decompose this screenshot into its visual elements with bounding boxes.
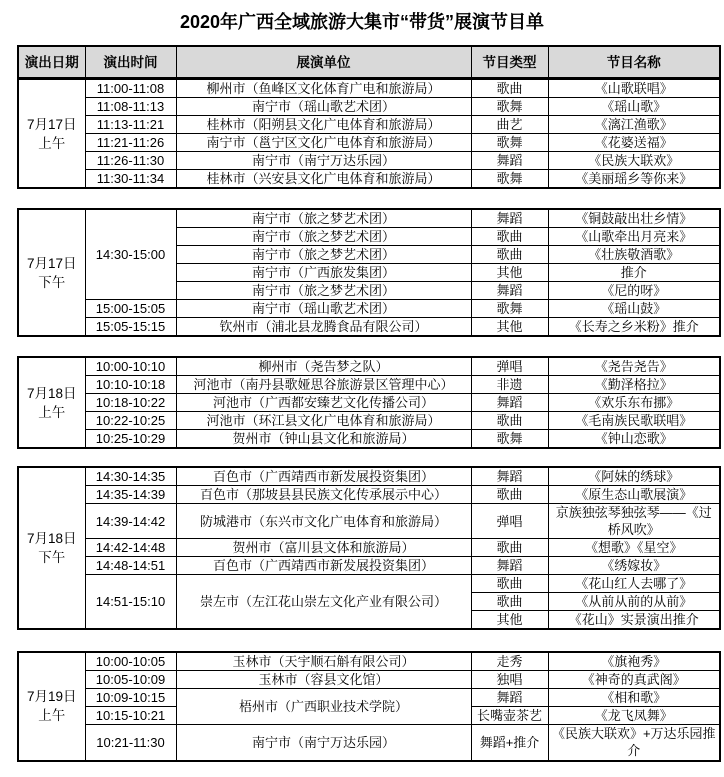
date-cell bbox=[18, 467, 85, 629]
date-cell bbox=[18, 79, 85, 188]
header-name: 节目名称 bbox=[548, 46, 720, 78]
type-cell: 其他 bbox=[471, 611, 548, 630]
program-name-cell: 《民族大联欢》 bbox=[548, 152, 720, 170]
table-row bbox=[18, 504, 720, 539]
date-text: 7月18日 bbox=[26, 385, 77, 401]
page-title: 2020年广西全域旅游大集市“带货”展演节目单 bbox=[179, 12, 545, 32]
unit-cell: 玉林市（容县文化馆） bbox=[176, 671, 471, 689]
program-name-cell: 《尼的呀》 bbox=[548, 282, 720, 300]
type-cell: 舞蹈 bbox=[471, 557, 548, 575]
program-name-cell: 《欢乐东布挪》 bbox=[548, 394, 720, 412]
unit-cell: 南宁市（瑶山歌艺术团） bbox=[176, 98, 471, 116]
program-name-cell: 推介 bbox=[548, 264, 720, 282]
time-cell: 10:25-10:29 bbox=[85, 430, 176, 449]
time-cell: 14:39-14:42 bbox=[85, 504, 176, 539]
date-cell bbox=[18, 652, 85, 761]
type-cell: 舞蹈 bbox=[471, 689, 548, 707]
program-name-cell: 《尧告尧告》 bbox=[548, 357, 720, 376]
time-cell: 10:15-10:21 bbox=[85, 707, 176, 725]
program-name-cell: 《花山》实景演出推介 bbox=[548, 611, 720, 630]
table-row bbox=[18, 357, 720, 376]
type-cell: 长嘴壶茶艺 bbox=[471, 707, 548, 725]
unit-cell: 南宁市（南宁万达乐园） bbox=[176, 725, 471, 761]
header-unit: 展演单位 bbox=[176, 46, 471, 78]
table-row bbox=[18, 557, 720, 575]
type-cell: 歌曲 bbox=[471, 412, 548, 430]
time-cell: 10:21-11:30 bbox=[85, 725, 176, 761]
type-cell: 舞蹈+推介 bbox=[471, 725, 548, 761]
time-cell: 14:30-14:35 bbox=[85, 467, 176, 486]
type-cell: 歌曲 bbox=[471, 79, 548, 98]
type-cell: 歌舞 bbox=[471, 134, 548, 152]
table-row bbox=[18, 467, 720, 486]
unit-cell: 南宁市（瑶山歌艺术团） bbox=[176, 300, 471, 318]
program-name-cell: 《民族大联欢》+万达乐园推介 bbox=[548, 725, 720, 761]
time-cell: 14:42-14:48 bbox=[85, 539, 176, 557]
unit-cell: 桂林市（兴安县文化广电体育和旅游局） bbox=[176, 170, 471, 189]
program-name-cell: 《花山红人去哪了》 bbox=[548, 575, 720, 593]
schedule-block bbox=[17, 651, 721, 762]
program-name-cell: 《绣嫁妆》 bbox=[548, 557, 720, 575]
time-cell: 10:00-10:05 bbox=[85, 652, 176, 671]
type-cell: 歌曲 bbox=[471, 486, 548, 504]
table-row bbox=[18, 98, 720, 116]
date-text: 7月18日 bbox=[26, 531, 77, 546]
unit-cell: 南宁市（旅之梦艺术团） bbox=[176, 209, 471, 228]
time-cell: 10:00-10:10 bbox=[85, 357, 176, 376]
unit-cell: 梧州市（广西职业技术学院） bbox=[176, 689, 471, 725]
unit-cell: 南宁市（邕宁区文化广电体育和旅游局） bbox=[176, 134, 471, 152]
date-cell bbox=[18, 209, 85, 336]
table-row bbox=[18, 318, 720, 337]
table-row bbox=[18, 152, 720, 170]
unit-cell: 南宁市（旅之梦艺术团） bbox=[176, 228, 471, 246]
table-row bbox=[18, 575, 720, 593]
type-cell: 舞蹈 bbox=[471, 282, 548, 300]
unit-cell: 贺州市（富川县文体和旅游局） bbox=[176, 539, 471, 557]
date-text: 7月19日 bbox=[26, 689, 77, 705]
type-cell: 歌曲 bbox=[471, 593, 548, 611]
program-name-cell: 《铜鼓敲出壮乡情》 bbox=[548, 209, 720, 228]
date-text: 下午 bbox=[38, 550, 66, 565]
time-cell: 10:05-10:09 bbox=[85, 671, 176, 689]
type-cell: 舞蹈 bbox=[471, 467, 548, 486]
program-name-cell: 《瑶山鼓》 bbox=[548, 300, 720, 318]
type-cell: 独唱 bbox=[471, 671, 548, 689]
program-name-cell: 《花婆送福》 bbox=[548, 134, 720, 152]
date-text: 上午 bbox=[38, 135, 66, 151]
schedule-block bbox=[17, 208, 721, 337]
type-cell: 歌舞 bbox=[471, 98, 548, 116]
program-name-cell: 《相和歌》 bbox=[548, 689, 720, 707]
type-cell: 弹唱 bbox=[471, 357, 548, 376]
schedule-table-header bbox=[17, 45, 721, 78]
type-cell: 走秀 bbox=[471, 652, 548, 671]
unit-cell: 河池市（环江县文化广电体育和旅游局） bbox=[176, 412, 471, 430]
header-type: 节目类型 bbox=[471, 46, 548, 78]
unit-cell: 百色市（广西靖西市新发展投资集团） bbox=[176, 467, 471, 486]
program-name-cell: 《漓江渔歌》 bbox=[548, 116, 720, 134]
header-time: 演出时间 bbox=[85, 46, 176, 78]
table-row bbox=[18, 134, 720, 152]
unit-cell: 桂林市（阳朔县文化广电体育和旅游局） bbox=[176, 116, 471, 134]
time-cell: 10:09-10:15 bbox=[85, 689, 176, 707]
table-row bbox=[18, 671, 720, 689]
table-row bbox=[18, 300, 720, 318]
program-name-cell: 《旗袍秀》 bbox=[548, 652, 720, 671]
unit-cell: 百色市（广西靖西市新发展投资集团） bbox=[176, 557, 471, 575]
type-cell: 歌曲 bbox=[471, 246, 548, 264]
schedule-block bbox=[17, 78, 721, 189]
program-name-cell: 《山歌联唱》 bbox=[548, 79, 720, 98]
date-text: 下午 bbox=[38, 274, 66, 290]
program-name-cell: 《阿妹的绣球》 bbox=[548, 467, 720, 486]
type-cell: 曲艺 bbox=[471, 116, 548, 134]
unit-cell: 贺州市（钟山县文化和旅游局） bbox=[176, 430, 471, 449]
type-cell: 歌舞 bbox=[471, 430, 548, 449]
type-cell: 舞蹈 bbox=[471, 394, 548, 412]
time-cell: 11:21-11:26 bbox=[85, 134, 176, 152]
time-cell: 15:05-15:15 bbox=[85, 318, 176, 337]
table-row bbox=[18, 652, 720, 671]
schedule-block bbox=[17, 356, 721, 449]
header-date: 演出日期 bbox=[18, 46, 85, 78]
date-text: 上午 bbox=[38, 708, 66, 724]
date-text: 7月17日 bbox=[26, 116, 77, 132]
program-name-cell: 《瑶山歌》 bbox=[548, 98, 720, 116]
type-cell: 歌舞 bbox=[471, 300, 548, 318]
unit-cell: 河池市（南丹县歌娅思谷旅游景区管理中心） bbox=[176, 376, 471, 394]
table-row bbox=[18, 376, 720, 394]
table-row bbox=[18, 412, 720, 430]
time-cell: 14:30-15:00 bbox=[85, 209, 176, 300]
table-row bbox=[18, 430, 720, 449]
unit-cell: 崇左市（左江花山崇左文化产业有限公司） bbox=[176, 575, 471, 630]
date-text: 上午 bbox=[38, 404, 66, 420]
time-cell: 11:08-11:13 bbox=[85, 98, 176, 116]
time-cell: 11:00-11:08 bbox=[85, 79, 176, 98]
program-name-cell: 京族独弦琴独弦琴——《过桥风吹》 bbox=[548, 504, 720, 539]
unit-cell: 百色市（那坡县县民族文化传承展示中心） bbox=[176, 486, 471, 504]
date-text: 7月17日 bbox=[26, 255, 77, 271]
type-cell: 歌曲 bbox=[471, 575, 548, 593]
table-row bbox=[18, 394, 720, 412]
time-cell: 11:30-11:34 bbox=[85, 170, 176, 189]
time-cell: 14:35-14:39 bbox=[85, 486, 176, 504]
program-name-cell: 《想歌》《星空》 bbox=[548, 539, 720, 557]
program-name-cell: 《勤泽格拉》 bbox=[548, 376, 720, 394]
schedule-block bbox=[17, 466, 721, 630]
type-cell: 歌曲 bbox=[471, 539, 548, 557]
unit-cell: 柳州市（鱼峰区文化体育广电和旅游局） bbox=[176, 79, 471, 98]
unit-cell: 防城港市（东兴市文化广电体育和旅游局） bbox=[176, 504, 471, 539]
table-row bbox=[18, 725, 720, 761]
type-cell: 歌曲 bbox=[471, 228, 548, 246]
program-name-cell: 《美丽瑶乡等你来》 bbox=[548, 170, 720, 189]
time-cell: 15:00-15:05 bbox=[85, 300, 176, 318]
type-cell: 其他 bbox=[471, 318, 548, 337]
program-name-cell: 《原生态山歌展演》 bbox=[548, 486, 720, 504]
unit-cell: 柳州市（尧告梦之队） bbox=[176, 357, 471, 376]
type-cell: 歌舞 bbox=[471, 170, 548, 189]
time-cell: 11:13-11:21 bbox=[85, 116, 176, 134]
table-row bbox=[18, 689, 720, 707]
type-cell: 舞蹈 bbox=[471, 209, 548, 228]
unit-cell: 河池市（广西都安臻艺文化传播公司） bbox=[176, 394, 471, 412]
program-name-cell: 《从前从前的从前》 bbox=[548, 593, 720, 611]
program-name-cell: 《神奇的真武阁》 bbox=[548, 671, 720, 689]
table-row bbox=[18, 209, 720, 228]
unit-cell: 南宁市（广西旅发集团） bbox=[176, 264, 471, 282]
table-row bbox=[18, 539, 720, 557]
unit-cell: 玉林市（天宇顺石斛有限公司） bbox=[176, 652, 471, 671]
type-cell: 弹唱 bbox=[471, 504, 548, 539]
program-name-cell: 《壮族敬酒歌》 bbox=[548, 246, 720, 264]
time-cell: 11:26-11:30 bbox=[85, 152, 176, 170]
time-cell: 10:18-10:22 bbox=[85, 394, 176, 412]
program-name-cell: 《钟山恋歌》 bbox=[548, 430, 720, 449]
type-cell: 非遗 bbox=[471, 376, 548, 394]
table-row bbox=[18, 79, 720, 98]
unit-cell: 南宁市（旅之梦艺术团） bbox=[176, 282, 471, 300]
program-name-cell: 《毛南族民歌联唱》 bbox=[548, 412, 720, 430]
type-cell: 其他 bbox=[471, 264, 548, 282]
table-row bbox=[18, 116, 720, 134]
program-name-cell: 《龙飞凤舞》 bbox=[548, 707, 720, 725]
type-cell: 舞蹈 bbox=[471, 152, 548, 170]
time-cell: 10:22-10:25 bbox=[85, 412, 176, 430]
program-name-cell: 《山歌牵出月亮来》 bbox=[548, 228, 720, 246]
unit-cell: 南宁市（旅之梦艺术团） bbox=[176, 246, 471, 264]
time-cell: 10:10-10:18 bbox=[85, 376, 176, 394]
date-cell bbox=[18, 357, 85, 448]
table-row bbox=[18, 486, 720, 504]
time-cell: 14:51-15:10 bbox=[85, 575, 176, 630]
table-row bbox=[18, 170, 720, 189]
header-row bbox=[18, 46, 720, 78]
program-name-cell: 《长寿之乡米粉》推介 bbox=[548, 318, 720, 337]
unit-cell: 钦州市（浦北县龙腾食品有限公司） bbox=[176, 318, 471, 337]
unit-cell: 南宁市（南宁万达乐园） bbox=[176, 152, 471, 170]
time-cell: 14:48-14:51 bbox=[85, 557, 176, 575]
